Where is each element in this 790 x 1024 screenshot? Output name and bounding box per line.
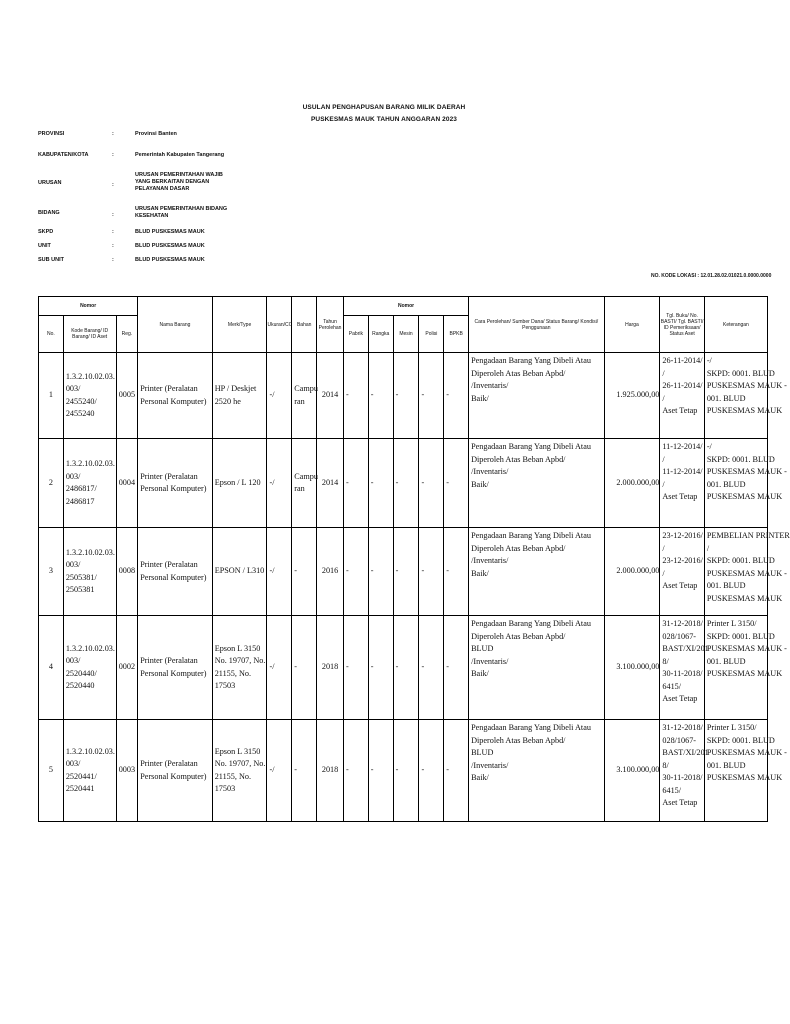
col-keterangan: Keterangan xyxy=(704,297,767,353)
cell-polisi: - xyxy=(419,616,444,720)
col-cara-perolehan: Cara Perolehan/ Sumber Dana/ Status Barang/ Kondisi/ Penggunaan xyxy=(469,297,604,353)
cell-tgl-buku-line: 31-12-2018/ xyxy=(662,723,703,732)
cell-cara-perolehan-line: Diperoleh Atas Beban Apbd/ xyxy=(471,454,566,464)
cell-mesin: - xyxy=(393,720,419,822)
cell-cara-perolehan-line: Baik/ xyxy=(471,568,489,578)
col-group-nomor-kendaraan: Nomor xyxy=(343,297,468,316)
cell-keterangan-line: PUSKESMAS MAUK - xyxy=(706,644,787,653)
col-tgl-buku: Tgl. Buku/ No. BASTI/ Tgl. BASTI/ ID Pemeriksaan/ Status Aset xyxy=(660,297,704,353)
cell-tgl-buku-line: Aset Tetap xyxy=(662,581,698,590)
meta-value-skpd: BLUD PUSKESMAS MAUK xyxy=(135,229,205,235)
cell-keterangan xyxy=(704,439,787,528)
cell-tgl-buku-line: / xyxy=(662,393,665,403)
cell-cara-perolehan xyxy=(469,528,604,616)
cell-tgl-buku-line: / xyxy=(662,368,665,378)
cell-tgl-buku-line: 23-12-2016/ xyxy=(662,531,703,540)
cell-bahan xyxy=(292,528,317,616)
cell-keterangan-line: / xyxy=(706,543,710,553)
cell-bahan-line: ran xyxy=(294,484,305,493)
cell-pabrik: - xyxy=(343,616,368,720)
cell-tgl-buku-line: 11-12-2014/ xyxy=(662,467,703,476)
cell-bpkb: - xyxy=(444,720,469,822)
cell-harga: 3.100.000,00 xyxy=(604,720,660,822)
cell-nama-barang-line: Printer (Peralatan xyxy=(140,656,198,665)
cell-no: 4 xyxy=(39,616,64,720)
cell-cara-perolehan-line: /Inventaris/ xyxy=(471,467,509,476)
cell-kode-barang-line: 1.3.2.10.02.03. xyxy=(65,643,115,653)
table-row xyxy=(39,720,768,822)
table-row xyxy=(39,616,768,720)
cell-ukuran: -/ xyxy=(267,439,292,528)
cell-bahan-line: - xyxy=(294,765,298,775)
cell-keterangan-line: 001. BLUD xyxy=(706,581,746,590)
cell-cara-perolehan-line: BLUD xyxy=(471,644,494,653)
cell-bpkb: - xyxy=(444,353,469,439)
cell-tahun: 2018 xyxy=(317,720,344,822)
cell-kode-barang-line: 003/ xyxy=(65,560,81,569)
cell-cara-perolehan-line: Baik/ xyxy=(471,479,489,489)
cell-nama-barang-line: Personal Komputer) xyxy=(140,771,207,781)
meta-value-sub-unit: BLUD PUSKESMAS MAUK xyxy=(135,257,205,263)
cell-cara-perolehan-line: Diperoleh Atas Beban Apbd/ xyxy=(471,631,566,641)
cell-kode-barang-line: 1.3.2.10.02.03. xyxy=(65,746,115,756)
cell-cara-perolehan-line: /Inventaris/ xyxy=(471,556,509,565)
cell-nama-barang xyxy=(138,720,212,822)
cell-tgl-buku xyxy=(660,720,709,822)
cell-tahun: 2014 xyxy=(317,353,344,439)
table-row xyxy=(39,439,768,528)
cell-nama-barang-line: Printer (Peralatan xyxy=(140,384,198,393)
cell-tgl-buku-line: / xyxy=(662,479,665,489)
cell-merk-type-line: Epson / L 120 xyxy=(214,477,261,487)
meta-colon: : xyxy=(112,131,114,137)
cell-keterangan-line: PUSKESMAS MAUK xyxy=(706,669,783,678)
cell-keterangan-line: 001. BLUD xyxy=(706,656,746,666)
meta-colon: : xyxy=(112,257,114,263)
cell-keterangan-line: SKPD: 0001. BLUD xyxy=(706,631,775,641)
cell-tgl-buku-line: 26-11-2014/ xyxy=(662,381,703,390)
cell-keterangan xyxy=(704,616,787,720)
cell-cara-perolehan-line: Baik/ xyxy=(471,393,489,403)
meta-colon: : xyxy=(112,243,114,249)
cell-tgl-buku-line: / xyxy=(662,568,665,578)
cell-keterangan xyxy=(704,720,787,822)
cell-reg: 0002 xyxy=(116,616,138,720)
cell-kode-barang-line: 2505381 xyxy=(65,585,95,594)
cell-merk-type-line: Epson L 3150 xyxy=(214,746,261,756)
col-group-nomor: Nomor xyxy=(39,297,138,316)
cell-merk-type-line: 17503 xyxy=(214,784,236,793)
cell-ukuran: -/ xyxy=(267,528,292,616)
col-mesin: Mesin xyxy=(393,316,419,353)
cell-reg: 0004 xyxy=(116,439,138,528)
col-nama-barang: Nama Barang xyxy=(138,297,212,353)
cell-cara-perolehan-line: Diperoleh Atas Beban Apbd/ xyxy=(471,543,566,553)
meta-label-unit: UNIT xyxy=(38,243,51,249)
cell-mesin: - xyxy=(393,616,419,720)
cell-tgl-buku xyxy=(660,616,709,720)
cell-keterangan-line: PUSKESMAS MAUK - xyxy=(706,568,787,578)
cell-cara-perolehan xyxy=(469,353,604,439)
cell-cara-perolehan xyxy=(469,616,604,720)
col-polisi: Polisi xyxy=(419,316,444,353)
cell-merk-type-line: HP / Deskjet xyxy=(214,384,257,393)
cell-cara-perolehan-line: Pengadaan Barang Yang Dibeli Atau xyxy=(471,723,591,732)
cell-tgl-buku xyxy=(660,353,704,439)
cell-bahan xyxy=(292,353,317,439)
cell-keterangan-line: Printer L 3150/ xyxy=(706,723,757,732)
cell-tgl-buku-line: Aset Tetap xyxy=(662,694,698,703)
cell-cara-perolehan-line: Diperoleh Atas Beban Apbd/ xyxy=(471,735,566,745)
cell-kode-barang xyxy=(63,528,116,616)
cell-merk-type-line: 17503 xyxy=(214,681,236,690)
cell-keterangan-line: 001. BLUD xyxy=(706,760,746,770)
cell-rangka: - xyxy=(368,616,393,720)
cell-keterangan xyxy=(704,353,787,439)
cell-tgl-buku-line: 11-12-2014/ xyxy=(662,442,703,451)
cell-nama-barang xyxy=(138,616,212,720)
col-reg: Reg. xyxy=(116,316,138,353)
cell-keterangan-line: SKPD: 0001. BLUD xyxy=(706,368,775,378)
cell-kode-barang xyxy=(63,353,116,439)
cell-nama-barang-line: Personal Komputer) xyxy=(140,572,207,582)
cell-merk-type-line: EPSON / L310 xyxy=(214,566,265,576)
cell-kode-barang-line: 2505381/ xyxy=(65,572,97,582)
cell-cara-perolehan-line: Baik/ xyxy=(471,773,489,782)
meta-value-urusan: URUSAN PEMERINTAHAN WAJIB YANG BERKAITAN DENGAN PELAYANAN DASAR xyxy=(135,172,223,192)
cell-harga: 2.000.000,00 xyxy=(604,439,660,528)
cell-harga: 3.100.000,00 xyxy=(604,616,660,720)
document-title-line2: PUSKESMAS MAUK TAHUN ANGGARAN 2023 xyxy=(310,116,458,123)
meta-value-kabupaten: Pemerintah Kabupaten Tangerang xyxy=(135,152,225,158)
cell-reg: 0008 xyxy=(116,528,138,616)
cell-tgl-buku-line: 028/1067- xyxy=(662,631,697,641)
cell-tahun: 2014 xyxy=(317,439,344,528)
col-bpkb: BPKB xyxy=(444,316,469,353)
cell-keterangan-line: SKPD: 0001. BLUD xyxy=(706,454,775,464)
cell-kode-barang-line: 2455240 xyxy=(65,409,95,418)
cell-tgl-buku-line: 26-11-2014/ xyxy=(662,356,703,365)
cell-bahan xyxy=(292,616,317,720)
col-no: No. xyxy=(39,316,64,353)
cell-tgl-buku-line: Aset Tetap xyxy=(662,406,698,415)
meta-label-sub-unit: SUB UNIT xyxy=(38,257,64,263)
cell-merk-type-line: No. 19707, No. xyxy=(214,759,266,768)
cell-kode-barang-line: 2455240/ xyxy=(65,396,97,406)
cell-cara-perolehan-line: BLUD xyxy=(471,748,494,757)
col-merk-type: Merk/Type xyxy=(212,297,267,353)
cell-nama-barang-line: Personal Komputer) xyxy=(140,396,207,406)
cell-bahan-line: Campu xyxy=(294,471,318,481)
cell-tgl-buku xyxy=(660,439,704,528)
document-title-line1: USULAN PENGHAPUSAN BARANG MILIK DAERAH xyxy=(302,104,466,111)
meta-colon: : xyxy=(112,229,114,235)
cell-kode-barang-line: 1.3.2.10.02.03. xyxy=(65,371,115,381)
cell-keterangan-line: -/ xyxy=(706,356,712,365)
cell-mesin: - xyxy=(393,353,419,439)
cell-no: 5 xyxy=(39,720,64,822)
meta-colon: : xyxy=(112,182,114,188)
cell-reg: 0003 xyxy=(116,720,138,822)
table-row xyxy=(39,353,768,439)
cell-merk-type-line: No. 19707, No. xyxy=(214,656,266,665)
cell-tgl-buku-line: / xyxy=(662,454,665,464)
cell-kode-barang-line: 003/ xyxy=(65,471,81,481)
meta-label-bidang: BIDANG xyxy=(38,210,60,216)
cell-merk-type xyxy=(212,616,267,720)
cell-polisi: - xyxy=(419,528,444,616)
cell-rangka: - xyxy=(368,439,393,528)
cell-cara-perolehan-line: Baik/ xyxy=(471,669,489,678)
cell-tgl-buku-line: BAST/XI/201 xyxy=(662,644,709,653)
cell-nama-barang-line: Printer (Peralatan xyxy=(140,560,198,569)
cell-tgl-buku-line: Aset Tetap xyxy=(662,798,698,807)
cell-kode-barang-line: 2520441 xyxy=(65,784,95,793)
cell-kode-barang-line: 2520441/ xyxy=(65,771,97,781)
cell-keterangan xyxy=(704,528,790,616)
cell-cara-perolehan-line: /Inventaris/ xyxy=(471,656,509,666)
cell-keterangan-line: -/ xyxy=(706,442,712,451)
meta-value-provinsi: Provinsi Banten xyxy=(135,131,177,137)
cell-ukuran: -/ xyxy=(267,353,292,439)
col-kode-barang: Kode Barang/ ID Barang/ ID Aset xyxy=(63,316,116,353)
cell-bahan xyxy=(292,439,317,528)
cell-nama-barang xyxy=(138,528,212,616)
cell-kode-barang xyxy=(63,720,116,822)
cell-polisi: - xyxy=(419,439,444,528)
cell-bahan-line: - xyxy=(294,566,298,576)
meta-label-skpd: SKPD xyxy=(38,229,54,235)
cell-harga: 1.925.000,00 xyxy=(604,353,660,439)
cell-keterangan-line: SKPD: 0001. BLUD xyxy=(706,735,775,745)
cell-tgl-buku-line: 6415/ xyxy=(662,681,682,691)
cell-no: 1 xyxy=(39,353,64,439)
col-ukuran: Ukuran/CC xyxy=(267,297,292,353)
cell-keterangan-line: SKPD: 0001. BLUD xyxy=(706,556,775,565)
cell-tgl-buku-line: BAST/XI/201 xyxy=(662,748,709,757)
meta-label-provinsi: PROVINSI xyxy=(38,131,65,137)
cell-polisi: - xyxy=(419,720,444,822)
cell-nama-barang xyxy=(138,353,212,439)
cell-kode-barang-line: 2486817 xyxy=(65,496,95,506)
cell-nama-barang-line: Printer (Peralatan xyxy=(140,759,198,768)
cell-nama-barang xyxy=(138,439,212,528)
cell-keterangan-line: 001. BLUD xyxy=(706,479,746,489)
table-header-row xyxy=(39,297,768,316)
cell-reg: 0005 xyxy=(116,353,138,439)
col-pabrik: Pabrik xyxy=(343,316,368,353)
cell-tgl-buku-line: / xyxy=(662,543,665,553)
cell-merk-type-line: 21155, No. xyxy=(214,668,251,678)
cell-merk-type-line: 21155, No. xyxy=(214,771,251,781)
cell-merk-type xyxy=(212,353,267,439)
cell-tahun: 2016 xyxy=(317,528,344,616)
cell-cara-perolehan xyxy=(469,720,604,822)
cell-kode-barang xyxy=(63,439,116,528)
cell-pabrik: - xyxy=(343,439,368,528)
cell-keterangan-line: PUSKESMAS MAUK xyxy=(706,593,783,603)
cell-nama-barang-line: Printer (Peralatan xyxy=(140,471,198,481)
cell-merk-type xyxy=(212,528,267,616)
cell-tgl-buku-line: 23-12-2016/ xyxy=(662,556,703,565)
cell-bahan-line: Campu xyxy=(294,384,318,393)
meta-colon: : xyxy=(112,212,114,218)
cell-harga: 2.000.000,00 xyxy=(604,528,660,616)
cell-kode-barang-line: 003/ xyxy=(65,759,81,768)
cell-keterangan-line: PUSKESMAS MAUK xyxy=(706,406,783,415)
cell-nama-barang-line: Personal Komputer) xyxy=(140,668,207,678)
cell-pabrik: - xyxy=(343,720,368,822)
cell-bpkb: - xyxy=(444,616,469,720)
cell-cara-perolehan-line: Pengadaan Barang Yang Dibeli Atau xyxy=(471,356,591,365)
cell-kode-barang-line: 2520440/ xyxy=(65,668,97,678)
cell-keterangan-line: PEMBELIAN PRINTER xyxy=(706,531,790,540)
cell-mesin: - xyxy=(393,439,419,528)
cell-mesin: - xyxy=(393,528,419,616)
cell-tgl-buku-line: 028/1067- xyxy=(662,735,697,745)
cell-polisi: - xyxy=(419,353,444,439)
cell-pabrik: - xyxy=(343,353,368,439)
meta-value-unit: BLUD PUSKESMAS MAUK xyxy=(135,243,205,249)
col-bahan: Bahan xyxy=(292,297,317,353)
cell-kode-barang-line: 2520440 xyxy=(65,681,95,690)
cell-kode-barang-line: 003/ xyxy=(65,384,81,393)
asset-table xyxy=(38,296,790,822)
cell-kode-barang-line: 1.3.2.10.02.03. xyxy=(65,547,115,557)
cell-keterangan-line: PUSKESMAS MAUK - xyxy=(706,467,787,476)
col-harga: Harga xyxy=(604,297,660,353)
meta-label-kabupaten: KABUPATEN/KOTA xyxy=(38,152,89,158)
table-row xyxy=(39,528,768,616)
col-tahun: Tahun Perolehan xyxy=(317,297,344,353)
cell-merk-type-line: Epson L 3150 xyxy=(214,643,261,653)
cell-rangka: - xyxy=(368,720,393,822)
meta-value-bidang: URUSAN PEMERINTAHAN BIDANG KESEHATAN xyxy=(135,206,228,219)
cell-keterangan-line: PUSKESMAS MAUK xyxy=(706,492,783,501)
cell-kode-barang-line: 1.3.2.10.02.03. xyxy=(65,459,115,468)
cell-tgl-buku-line: 8/ xyxy=(662,760,669,770)
cell-keterangan-line: PUSKESMAS MAUK - xyxy=(706,381,787,390)
cell-merk-type-line: 2520 he xyxy=(214,396,241,406)
cell-merk-type xyxy=(212,720,267,822)
location-code: NO. KODE LOKASI : 12.01.28.02.01021.0.0000.0000 xyxy=(651,273,772,279)
cell-merk-type xyxy=(212,439,267,528)
cell-tahun: 2018 xyxy=(317,616,344,720)
cell-kode-barang xyxy=(63,616,116,720)
cell-no: 2 xyxy=(39,439,64,528)
cell-cara-perolehan-line: Pengadaan Barang Yang Dibeli Atau xyxy=(471,619,591,628)
cell-tgl-buku-line: 6415/ xyxy=(662,785,682,795)
cell-bahan-line: - xyxy=(294,662,298,672)
cell-kode-barang-line: 2486817/ xyxy=(65,484,97,493)
cell-bahan xyxy=(292,720,317,822)
cell-tgl-buku-line: 31-12-2018/ xyxy=(662,619,703,628)
cell-tgl-buku-line: 8/ xyxy=(662,656,669,666)
cell-cara-perolehan-line: Pengadaan Barang Yang Dibeli Atau xyxy=(471,442,591,451)
cell-bpkb: - xyxy=(444,439,469,528)
cell-keterangan-line: PUSKESMAS MAUK xyxy=(706,773,783,782)
cell-bpkb: - xyxy=(444,528,469,616)
cell-rangka: - xyxy=(368,353,393,439)
cell-cara-perolehan xyxy=(469,439,604,528)
meta-colon: : xyxy=(112,152,114,158)
cell-cara-perolehan-line: /Inventaris/ xyxy=(471,381,509,390)
cell-pabrik: - xyxy=(343,528,368,616)
col-rangka: Rangka xyxy=(368,316,393,353)
cell-kode-barang-line: 003/ xyxy=(65,656,81,665)
cell-rangka: - xyxy=(368,528,393,616)
cell-tgl-buku xyxy=(660,528,704,616)
cell-tgl-buku-line: 30-11-2018/ xyxy=(662,773,703,782)
cell-cara-perolehan-line: /Inventaris/ xyxy=(471,760,509,770)
cell-keterangan-line: 001. BLUD xyxy=(706,393,746,403)
cell-tgl-buku-line: Aset Tetap xyxy=(662,492,698,501)
cell-cara-perolehan-line: Pengadaan Barang Yang Dibeli Atau xyxy=(471,531,591,540)
cell-keterangan-line: Printer L 3150/ xyxy=(706,619,757,628)
cell-tgl-buku-line: 30-11-2018/ xyxy=(662,669,703,678)
cell-keterangan-line: PUSKESMAS MAUK - xyxy=(706,748,787,757)
cell-nama-barang-line: Personal Komputer) xyxy=(140,484,207,493)
cell-bahan-line: ran xyxy=(294,396,305,406)
cell-cara-perolehan-line: Diperoleh Atas Beban Apbd/ xyxy=(471,368,566,378)
meta-label-urusan: URUSAN xyxy=(38,180,62,186)
cell-ukuran: -/ xyxy=(267,616,292,720)
cell-ukuran: -/ xyxy=(267,720,292,822)
cell-no: 3 xyxy=(39,528,64,616)
